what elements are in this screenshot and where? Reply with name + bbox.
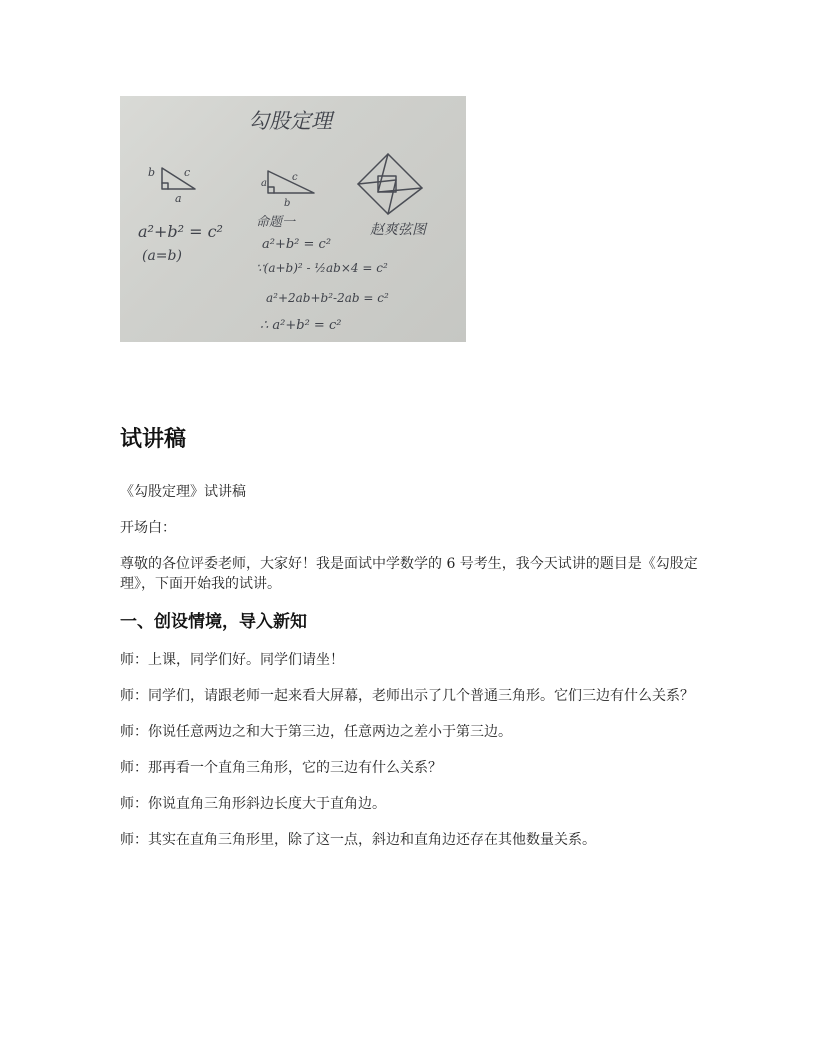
middle-triangle: [268, 171, 314, 193]
photo-title: 勾股定理: [248, 109, 332, 133]
proof-line-2: a²+2ab+b²-2ab = c²: [266, 291, 389, 305]
middle-label-a: a: [261, 178, 267, 189]
photo-drawing: [120, 96, 466, 342]
middle-label-b: b: [284, 198, 291, 209]
document-title-line: 《勾股定理》试讲稿: [120, 484, 246, 500]
document-body: [120, 424, 700, 866]
middle-caption: 命题一: [256, 215, 296, 230]
dialogue-line: 师：那再看一个直角三角形，它的三边有什么关系？: [120, 760, 442, 776]
opening-paragraph: 尊敬的各位评委老师，大家好！我是面试中学数学的 6 号考生，我今天试讲的题目是《勾股定理》，下面开始我的试讲。: [120, 556, 698, 592]
right-caption: 赵爽弦图: [370, 222, 426, 238]
middle-formula: a²+b² = c²: [262, 237, 332, 252]
dialogue-line: 师：上课，同学们好。同学们请坐！: [120, 652, 344, 668]
dialogue-line: 师：你说直角三角形斜边长度大于直角边。: [120, 796, 386, 812]
left-formula: a²+b² = c²: [138, 222, 223, 241]
proof-line-3: ∴ a²+b² = c²: [260, 318, 342, 333]
opening-label: 开场白：: [120, 520, 176, 536]
page-heading: 试讲稿: [120, 427, 187, 452]
left-label-c: c: [184, 166, 191, 179]
left-condition: (a=b): [142, 248, 182, 264]
zhao-shuang-diagram: [358, 154, 422, 214]
handwritten-notes-photo: [120, 96, 466, 342]
dialogue-line: 师：其实在直角三角形里，除了这一点，斜边和直角边还存在其他数量关系。: [120, 832, 596, 848]
proof-line-1: ∵(a+b)² - ½ab×4 = c²: [256, 261, 388, 275]
left-label-a: a: [175, 192, 182, 205]
section-heading-1: 一、创设情境，导入新知: [120, 612, 307, 632]
dialogue-line: 师：同学们，请跟老师一起来看大屏幕，老师出示了几个普通三角形。它们三边有什么关系？: [120, 688, 694, 704]
middle-label-c: c: [292, 172, 298, 183]
left-label-b: b: [148, 166, 156, 179]
dialogue-line: 师：你说任意两边之和大于第三边，任意两边之差小于第三边。: [120, 724, 512, 740]
